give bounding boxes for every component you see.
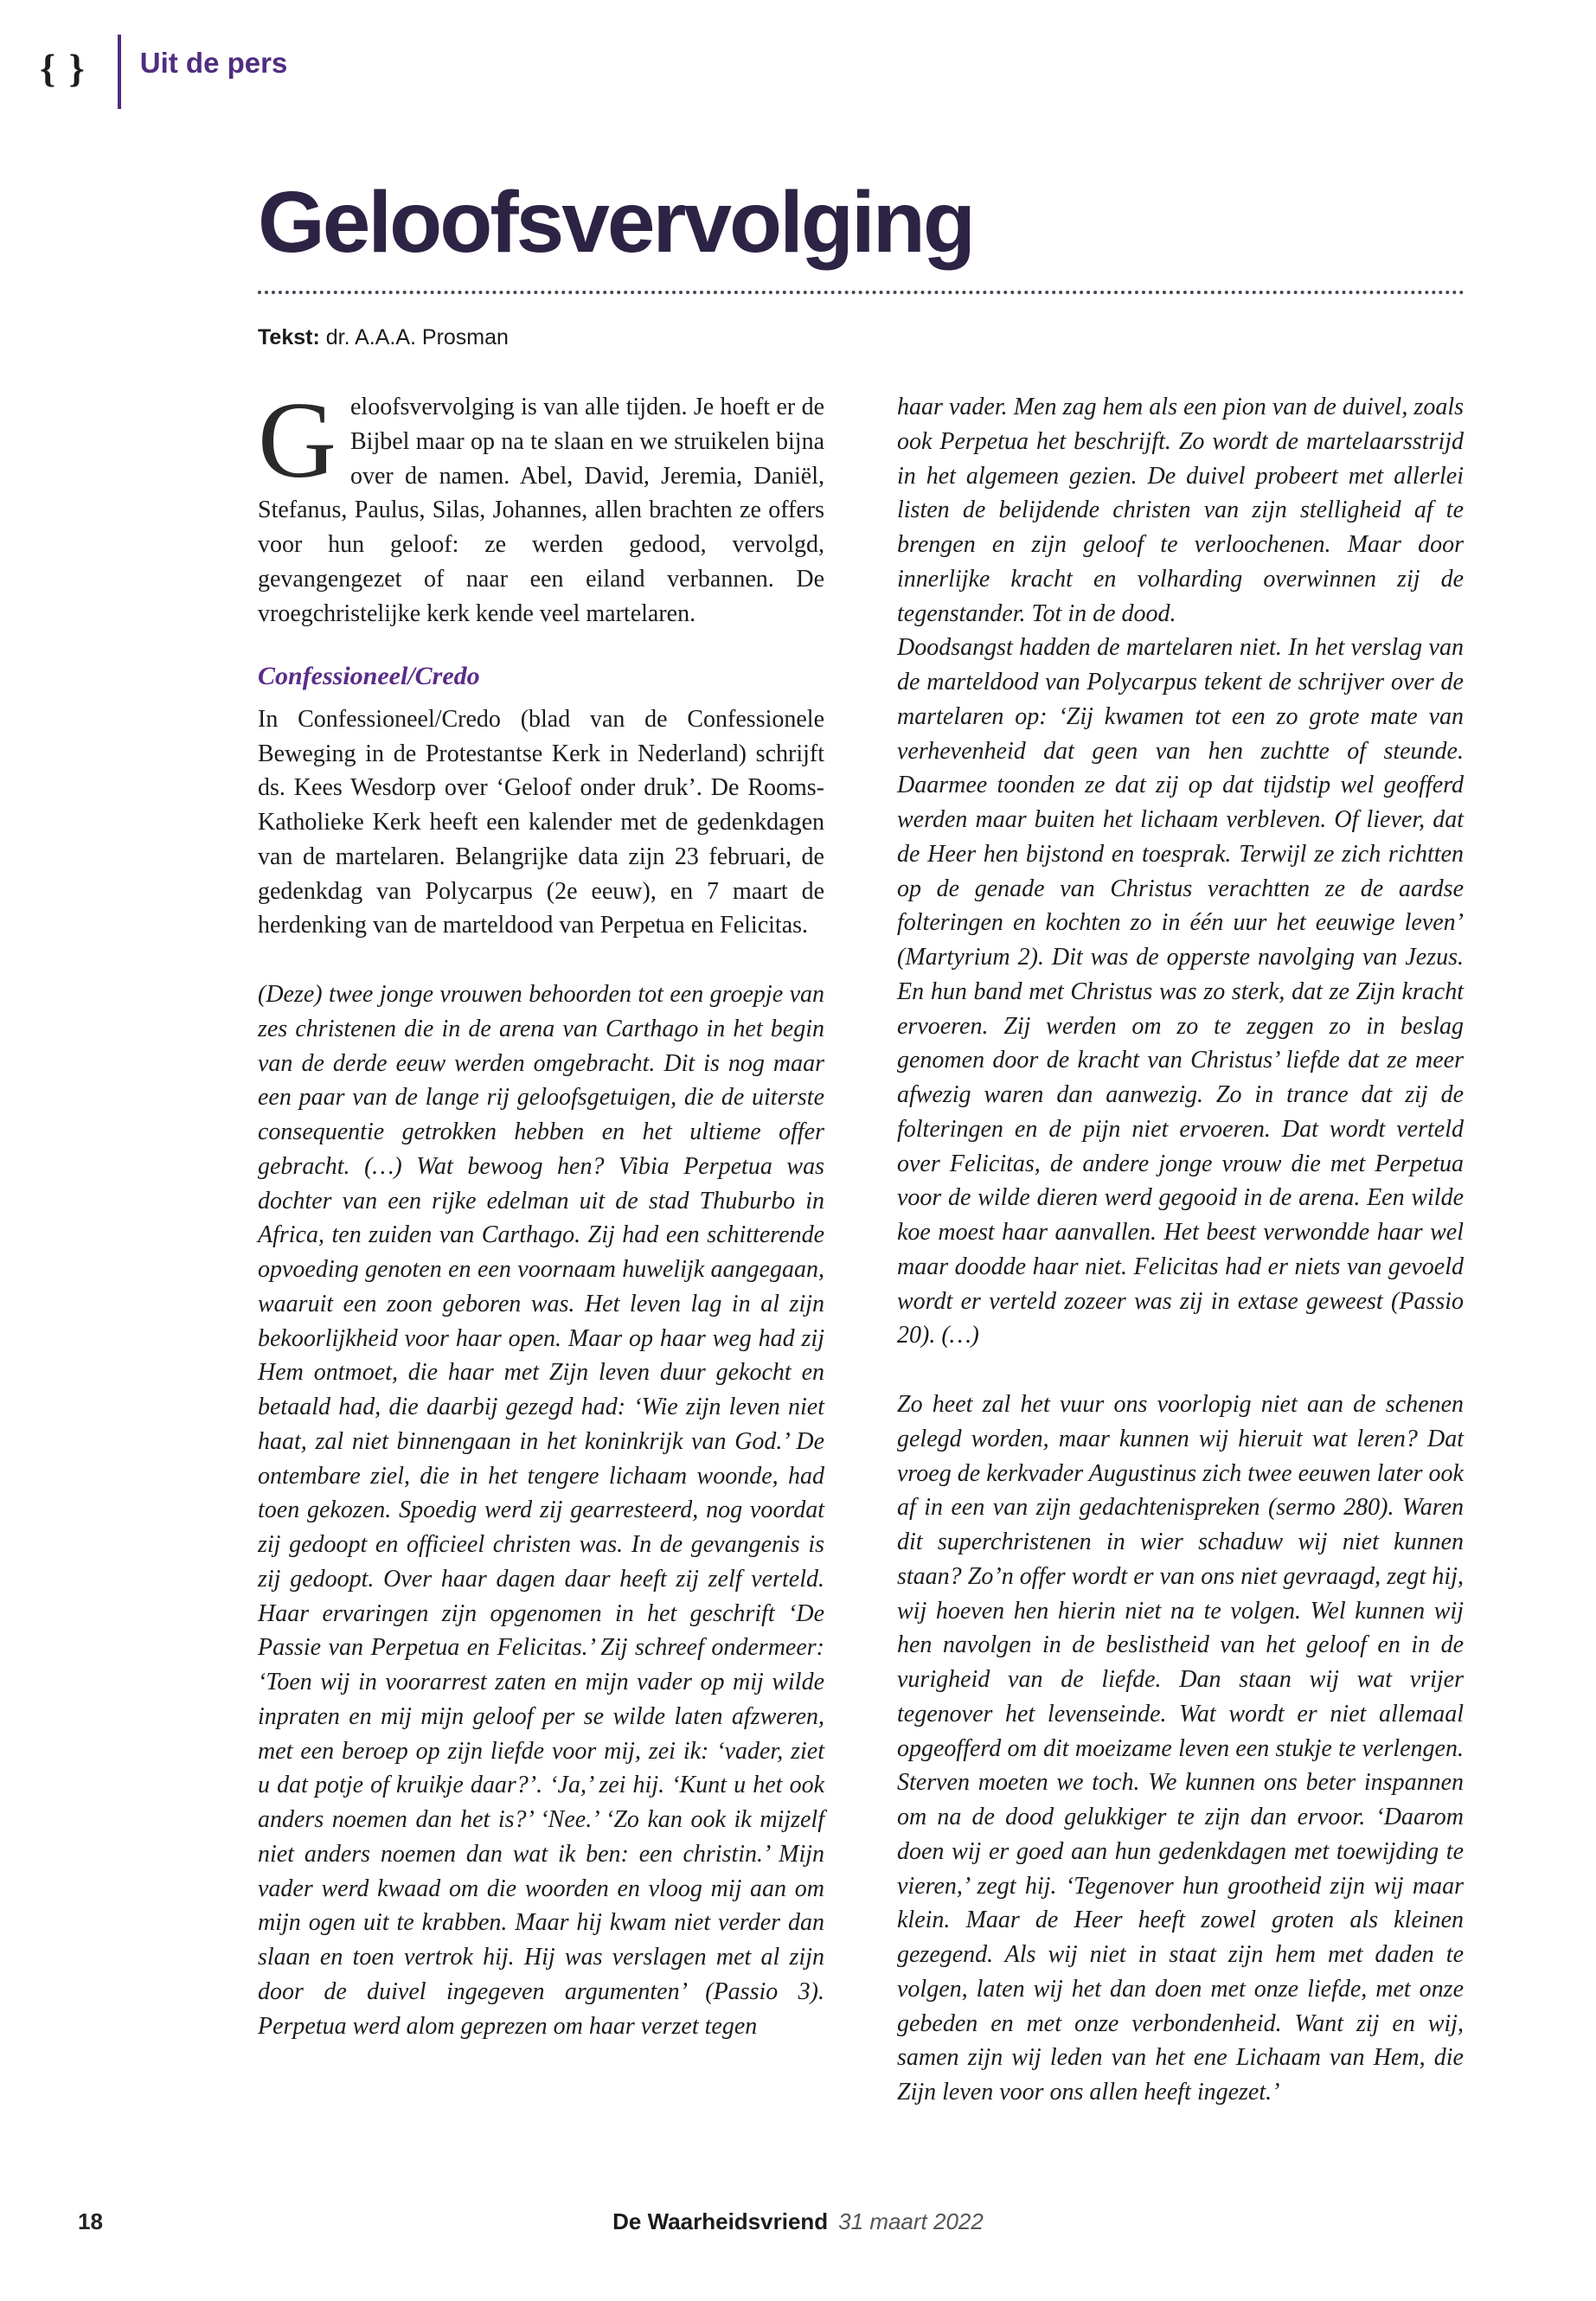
right-column [897,390,1464,2110]
issue-date: 31 maart 2022 [838,2208,984,2234]
reflection-paragraph: Zo heet zal het vuur ons voorlopig niet aan de schenen gelegd worden, maar kunnen wij hieruit wat leren? Dat vroeg de kerkvader Augustinus zich twee eeuwen later ook af in een van zijn gedachtenispreken (sermo 280). Waren dit superchristenen in wier schaduw wij niet kunnen staan? Zo’n offer wordt er van ons niet gevraagd, zegt hij, wij hoeven hen hierin niet na te volgen. Wel kunnen wij hen navolgen in de beslistheid van het geloof en in de vurigheid van de liefde. Dan staan wij wat vrijer tegenover het levenseinde. Wat wordt er niet allemaal opgeofferd om dit moeizame leven een stukje te verlengen. Sterven moeten we toch. We kunnen ons beter inspannen om na de dood gelukkiger te zijn dan ervoor. ‘Daarom doen wij er goed aan hun gedenkdagen met toewijding te vieren,’ zegt hij. ‘Tegenover hun grootheid zijn wij maar klein. Maar de Heer heeft zowel groten als kleinen gezegend. Als wij niet in staat zijn hem met daden te volgen, laten wij het dan doen met onze liefde, met onze gebeden en met onze verbondenheid. Want zij en wij, samen zijn wij leden van het ene Lichaam van Hem, die Zijn leven voor ons allen heeft ingezet.’ [897,1391,1464,2106]
quote-paragraph-right-2: Doodsangst hadden de martelaren niet. In het verslag van de marteldood van Polycarpus tekent de schrijver over de martelaren op: ‘Zij kwamen tot een zo grote mate van verhevenheid dat geen van hen zuchtte of steunde. Daarmee toonden ze dat zij op dat tijdstip wel geofferd werden maar buiten het lichaam verbleven. Of liever, dat de Heer hen bijstond en toesprak. Terwijl ze zich richtten op de genade van Christus verachtten ze de aardse folteringen en kochten zo in één uur het eeuwige leven’ (Martyrium 2). Dit was de opperste navolging van Jezus. En hun band met Christus was zo sterk, dat ze Zijn kracht ervoeren. Zij werden om zo te zeggen zo in beslag genomen door de kracht van Christus’ liefde dat ze meer afwezig waren dan aanwezig. Zo in trance dat zij de folteringen en de pijn niet ervoeren. Dat wordt verteld over Felicitas, de andere jonge vrouw die met Perpetua voor de wilde dieren werd gegooid in de arena. Een wilde koe moest haar aanvallen. Het beest verwondde haar wel maar doodde haar niet. Felicitas had er niets van gevoeld wordt er verteld zozeer was zij in extase geweest (Passio 20). (…) [897,634,1464,1349]
byline-author: dr. A.A.A. Prosman [319,325,509,349]
article-columns [258,381,1465,2110]
left-column [258,381,824,2110]
footer-center [0,2208,1596,2235]
kicker-label: Uit de pers [139,47,288,79]
section-heading: Confessioneel/Credo [258,662,480,691]
quote-paragraph-left: (Deze) twee jonge vrouwen behoorden tot een groepje van zes christenen die in de arena van Carthago in het begin van de derde eeuw werden omgebracht. Dit is nog maar een paar van de lange rij geloofsgetuigen, die de uiterste consequentie getrokken hebben en het ultieme offer gebracht. (…) Wat bewoog hen? Vibia Perpetua was dochter van een rijke edelman uit de stad Thuburbo in Africa, ten zuiden van Carthago. Zij had een schitterende opvoeding genoten en een voornaam huwelijk aangegaan, waaruit een zoon geboren was. Het leven lag in al zijn bekoorlijkheid voor haar open. Maar op haar weg had zij Hem ontmoet, die haar met Zijn leven duur gekocht en betaald had, die daarbij gezegd had: ‘Wie zijn leven niet haat, zal niet binnengaan in het koninkrijk van God.’ De ontembare ziel, die in het tengere lichaam woonde, had toen gekozen. Spoedig werd zij gearresteerd, nog voordat zij gedoopt en officieel christen was. In de gevangenis is zij gedoopt. Over haar dagen daar heeft zij zelf verteld. Haar ervaringen zijn opgenomen in het geschrift ‘De Passie van Perpetua en Felicitas.’ Zij schreef ondermeer: ‘Toen wij in voorarrest zaten en mijn vader op mij wilde inpraten en mij mijn geloof per se wilde laten afzweren, met een beroep op zijn liefde voor mij, zei ik: ‘vader, ziet u dat potje of kruikje daar?’. ‘Ja,’ zei hij. ‘Kunt u het ook anders noemen dan het is?’ ‘Nee.’ ‘Zo kan ook ik mijzelf niet anders noemen dan wat ik ben: een christin.’ Mijn vader werd kwaad om die woorden en vloog mij aan om mijn ogen uit te krabben. Maar hij kwam niet verder dan slaan en toen vertrok hij. Hij was verslagen met al zijn door de duivel ingegeven argumenten’ (Passio 3). Perpetua werd alom geprezen om haar verzet tegen [258,981,824,2040]
byline [258,325,1465,350]
article-content [258,174,1465,2110]
page-footer [0,2208,1596,2235]
kicker-divider [118,35,121,109]
masthead [40,35,287,109]
article-title: Geloofsvervolging [258,174,973,271]
credo-paragraph: In Confessioneel/Credo (blad van de Confessionele Beweging in de Protestantse Kerk in Nederland) schrijft ds. Kees Wesdorp over ‘Geloof onder druk’. De Rooms-Katholieke Kerk heeft een kalender met de gedenkdagen van de martelaren. Belangrijke data zijn 23 februari, de gedenkdag van Polycarpus (2e eeuw), en 7 maart de herdenking van de marteldood van Perpetua en Felicitas. [258,705,824,939]
intro-paragraph [258,381,824,631]
quote-paragraph-right-1: haar vader. Men zag hem als een pion van de duivel, zoals ook Perpetua het beschrijft. Zo wordt de martelaarsstrijd in het algemeen gezien. De duivel probeert met allerlei listen de belijdende christen van zijn stelligheid af te brengen en zijn geloof te verloochenen. Maar door innerlijke kracht en volharding overwinnen zij de tegenstander. Tot in de dood. [897,394,1464,627]
dropcap: G [258,381,337,501]
dotted-rule [258,291,1465,294]
byline-label: Tekst: [258,325,320,349]
magazine-name: De Waarheidsvriend [612,2208,829,2234]
page-number: 18 [78,2208,103,2234]
intro-text: eloofsvervolging is van alle tijden. Je hoeft er de Bijbel maar op na te slaan en we struikelen bijna over de namen. Abel, David, Jeremia, Daniël, Stefanus, Paulus, Silas, Johannes, allen brachten ze offers voor hun geloof: ze werden gedood, vervolgd, gevangengezet of naar een eiland verbannen. De vroegchristelijke kerk kende veel martelaren. [258,394,824,627]
brace-logo: { } [40,46,87,90]
